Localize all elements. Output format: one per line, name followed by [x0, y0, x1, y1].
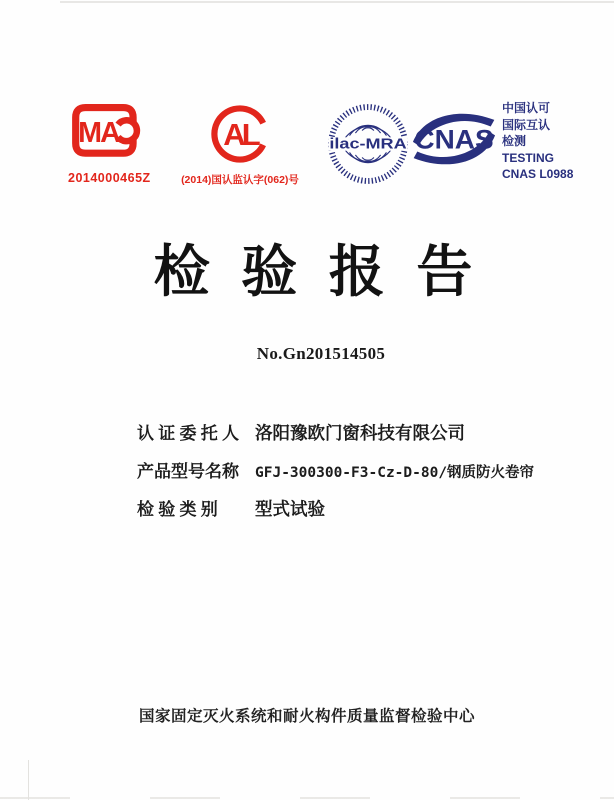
cnas-label: CNAS — [414, 123, 494, 155]
field-label-inspection-type: 检 验 类 别 — [137, 500, 218, 519]
inspection-center-name: 国家固定灭火系统和耐火构件质量监督检验中心 — [138, 708, 475, 725]
report-number: No.Gn201514505 — [256, 344, 386, 363]
cal-certificate-number: (2014)国认监认字(062)号 — [181, 174, 299, 186]
field-label-client: 认 证 委 托 人 — [137, 424, 239, 443]
cma-letters: MA — [78, 117, 119, 150]
field-value-product-model: GFJ-300300-F3-Cz-D-80/钢质防火卷帘 — [255, 465, 535, 481]
cma-logo-icon — [71, 103, 143, 163]
cma-mark-block — [68, 103, 151, 185]
ilac-mra-logo-icon — [326, 98, 410, 190]
accreditation-line-5: CNAS L0988 — [502, 167, 574, 181]
accreditation-line-2: 国际互认 — [502, 117, 551, 132]
cnas-accreditation-text — [502, 100, 573, 183]
cal-logo-icon — [204, 103, 276, 165]
field-row-inspection-type — [137, 495, 567, 519]
cal-letters: AL — [223, 116, 257, 152]
report-title: 检 验 报 告 — [153, 240, 481, 303]
accreditation-line-4: TESTING — [502, 150, 555, 165]
field-value-inspection-type: 型式试验 — [255, 499, 325, 519]
field-row-product-model — [137, 457, 567, 481]
field-value-client: 洛阳豫欧门窗科技有限公司 — [255, 423, 465, 443]
scan-artifact-bottom — [0, 797, 614, 799]
ilac-mra-label: ilac-MRA — [329, 135, 407, 153]
field-label-product-model: 产品型号名称 — [137, 462, 239, 481]
field-row-client — [137, 419, 567, 443]
accreditation-logo-band — [0, 0, 614, 200]
scan-artifact-left — [28, 760, 29, 800]
cma-certificate-number: 2014000465Z — [68, 171, 151, 185]
cnas-logo-icon — [410, 107, 498, 171]
cal-mark-block — [178, 103, 302, 187]
report-fields — [137, 419, 567, 533]
accreditation-line-1: 中国认可 — [502, 101, 551, 115]
accreditation-line-3: 检测 — [502, 134, 527, 148]
